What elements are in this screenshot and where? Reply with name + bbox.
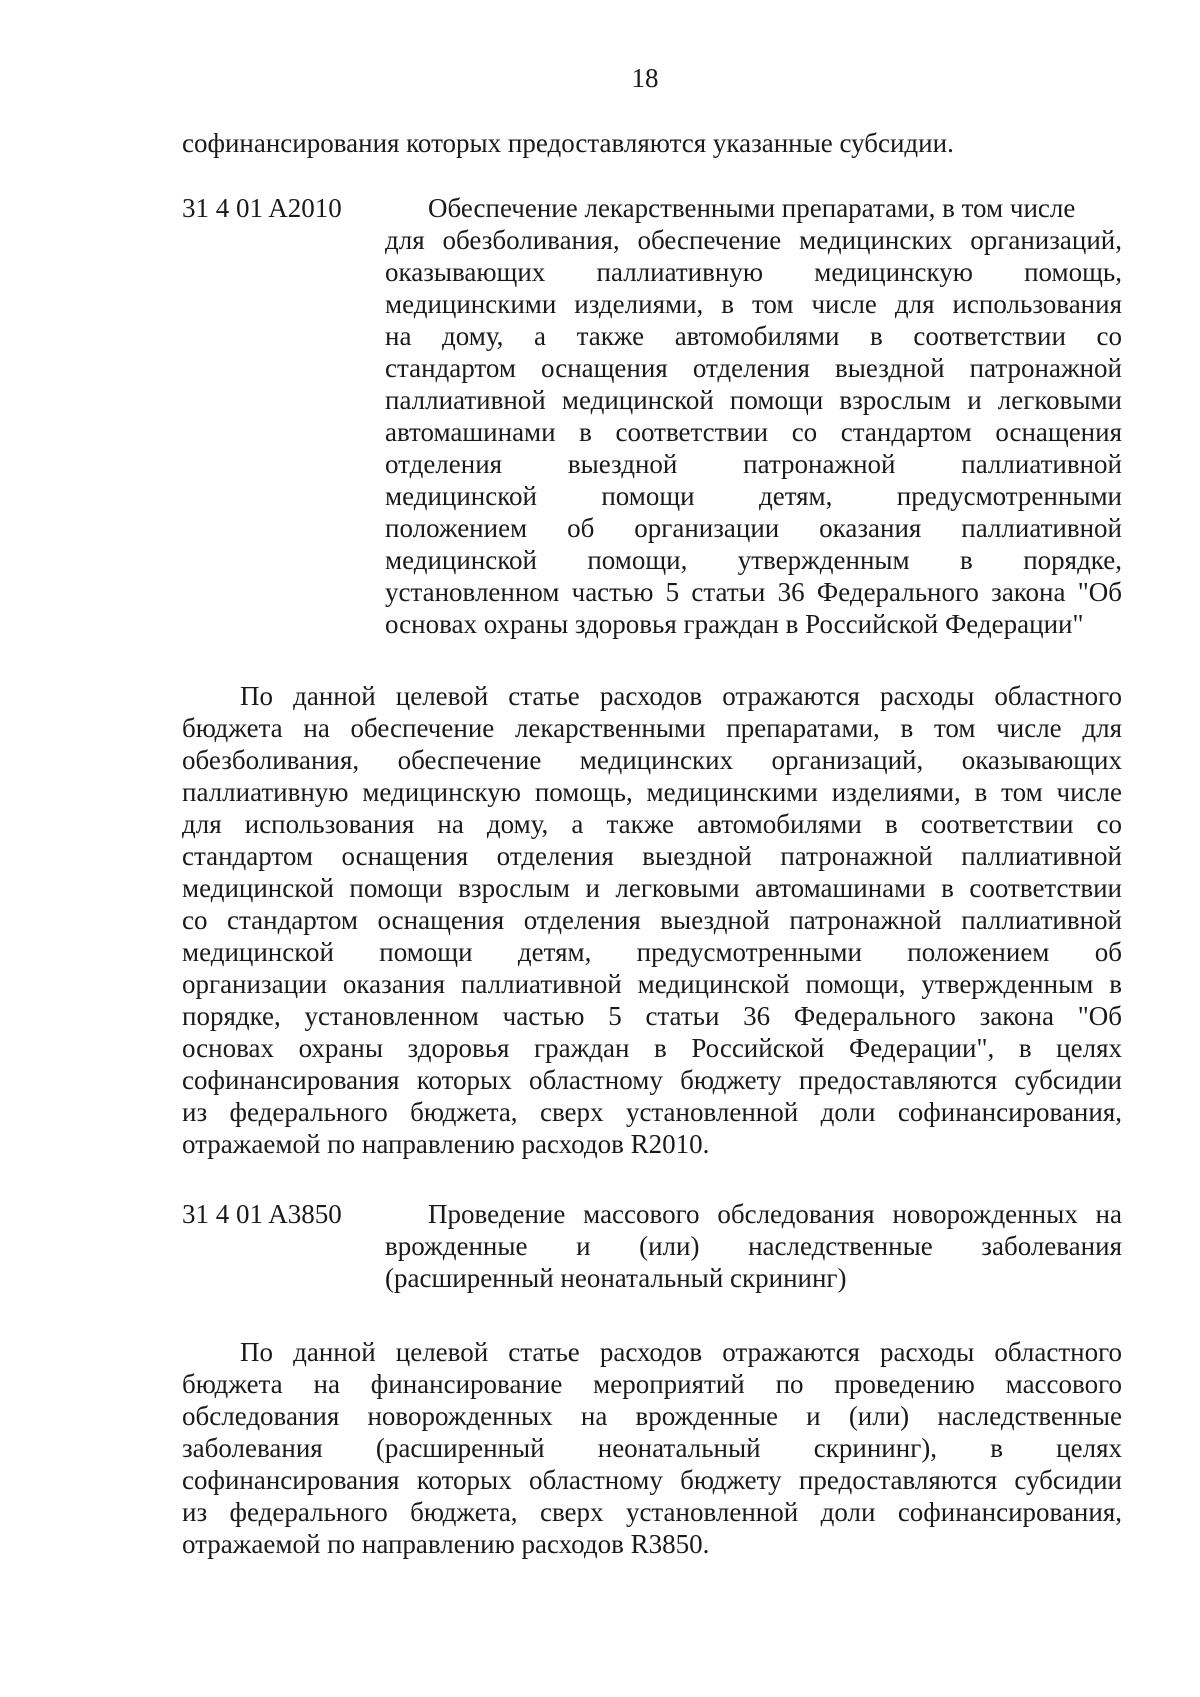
section1-body-line: из федерального бюджета, сверх установленной доли софинансирования, xyxy=(182,1097,1122,1127)
section2-body-line: обследования новорожденных на врожденные и (или) наследственные xyxy=(182,1401,1122,1431)
section1-code: 31 4 01 A2010 xyxy=(182,193,342,223)
section1-body-line: медицинской помощи взрослым и легковыми автомашинами в соответствии xyxy=(182,873,1122,903)
section2-body-line: из федерального бюджета, сверх установленной доли софинансирования, xyxy=(182,1497,1122,1527)
section1-body-line: софинансирования которых областному бюджету предоставляются субсидии xyxy=(182,1065,1122,1095)
section1-title-line: стандартом оснащения отделения выездной патронажной xyxy=(385,353,1122,383)
page-number: 18 xyxy=(631,63,659,93)
section1-body-line: обезболивания, обеспечение медицинских организаций, оказывающих xyxy=(182,745,1122,775)
section1-body-line: паллиативную медицинскую помощь, медицинскими изделиями, в том числе xyxy=(182,777,1122,807)
section2-code: 31 4 01 A3850 xyxy=(182,1199,342,1229)
section1-body-line: медицинской помощи детям, предусмотренными положением об xyxy=(182,937,1122,967)
section1-title-line: оказывающих паллиативную медицинскую помощь, xyxy=(385,257,1122,287)
section1-title-line: медицинскими изделиями, в том числе для использования xyxy=(385,289,1122,319)
section2-body-line: По данной целевой статье расходов отражаются расходы областного xyxy=(240,1337,1122,1367)
section1-title-line: положением об организации оказания паллиативной xyxy=(385,513,1122,543)
section2-body-line: отражаемой по направлению расходов R3850. xyxy=(182,1529,710,1559)
section1-body-line: для использования на дому, а также автомобилями в соответствии со xyxy=(182,809,1122,839)
section2-title-line: (расширенный неонатальный скрининг) xyxy=(385,1263,847,1293)
section1-title-line: отделения выездной патронажной паллиативной xyxy=(385,449,1122,479)
section1-body-line: со стандартом оснащения отделения выездной патронажной паллиативной xyxy=(182,905,1122,935)
section1-title-line: на дому, а также автомобилями в соответствии со xyxy=(385,321,1122,351)
section1-body-line: отражаемой по направлению расходов R2010. xyxy=(182,1129,710,1159)
section1-title-line: Обеспечение лекарственными препаратами, в том числе xyxy=(428,193,1076,223)
section2-title-line: Проведение массового обследования новорожденных на xyxy=(428,1199,1122,1229)
section2-body-line: заболевания (расширенный неонатальный скрининг), в целях xyxy=(182,1433,1122,1463)
section2-body-line: бюджета на финансирование мероприятий по проведению массового xyxy=(182,1369,1122,1399)
section1-title-line: медицинской помощи, утвержденным в порядке, xyxy=(385,545,1122,575)
section1-body-line: стандартом оснащения отделения выездной патронажной паллиативной xyxy=(182,841,1122,871)
section1-title-line: основах охраны здоровья граждан в Российской Федерации" xyxy=(385,609,1084,639)
section1-title-line: медицинской помощи детям, предусмотренными xyxy=(385,481,1122,511)
section1-body-line: По данной целевой статье расходов отражаются расходы областного xyxy=(240,681,1122,711)
section1-title-line: паллиативной медицинской помощи взрослым и легковыми xyxy=(385,385,1122,415)
section1-body-line: организации оказания паллиативной медицинской помощи, утвержденным в xyxy=(182,969,1122,999)
section1-body-line: бюджета на обеспечение лекарственными препаратами, в том числе для xyxy=(182,713,1122,743)
section2-body-line: софинансирования которых областному бюджету предоставляются субсидии xyxy=(182,1465,1122,1495)
section1-body-line: порядке, установленном частью 5 статьи 36 Федерального закона "Об xyxy=(182,1001,1122,1031)
section1-title-line: для обезболивания, обеспечение медицинских организаций, xyxy=(385,225,1122,255)
section2-title-line: врожденные и (или) наследственные заболевания xyxy=(385,1231,1122,1261)
section1-title-line: автомашинами в соответствии со стандартом оснащения xyxy=(385,417,1122,447)
intro-line: софинансирования которых предоставляются указанные субсидии. xyxy=(182,128,954,158)
section1-body-line: основах охраны здоровья граждан в Российской Федерации", в целях xyxy=(182,1033,1122,1063)
section1-title-line: установленном частью 5 статьи 36 Федерального закона "Об xyxy=(385,577,1122,607)
